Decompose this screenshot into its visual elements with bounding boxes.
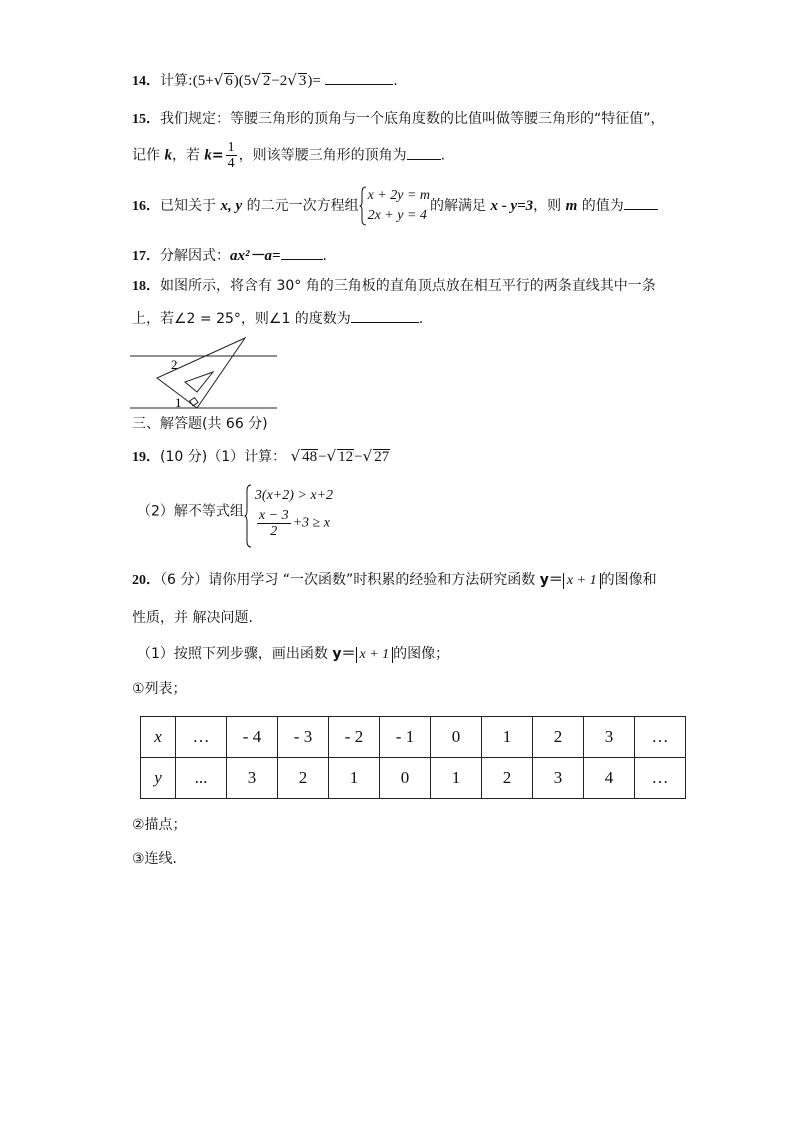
denominator: 2 <box>270 524 278 539</box>
table-cell: … <box>635 758 686 799</box>
equation-2: 2x + y = 4 <box>367 208 427 223</box>
question-text: 的图像和 <box>600 572 657 588</box>
question-15 <box>132 110 665 129</box>
question-text: ，若 <box>171 147 205 164</box>
radical-sign: √ <box>290 447 301 465</box>
question-text: 的图像； <box>393 646 450 662</box>
question-20-line3 <box>137 645 449 663</box>
period: . <box>393 73 398 89</box>
table-cell: 2 <box>278 758 329 799</box>
numerator: x − 3 <box>258 508 289 523</box>
question-text: (10 分)（1）计算： <box>160 449 287 465</box>
table-cell: 1 <box>329 758 380 799</box>
minus-sign: − <box>354 449 363 465</box>
variable-m: m <box>565 198 578 214</box>
answer-blank[interactable] <box>325 70 393 85</box>
inequality-rest: +3 ≥ x <box>292 515 330 531</box>
angle-1-label: 1 <box>175 395 182 410</box>
brace-icon <box>359 186 367 226</box>
paren-open: ( <box>192 73 198 89</box>
question-text: 如图所示，将含有 30° 角的三角板的直角顶点放在相互平行的两条直线其中一条 <box>160 278 656 294</box>
table-cell: 4 <box>584 758 635 799</box>
inequality-system <box>244 484 333 539</box>
question-text: 分解因式： <box>160 248 230 264</box>
minus-sign: − <box>318 449 327 465</box>
question-number: 15． <box>132 112 160 127</box>
right-angle-mark <box>190 398 198 406</box>
table-cell: 3 <box>584 717 635 758</box>
table-row-x <box>141 717 686 758</box>
question-text: 已知关于 <box>160 198 221 214</box>
radical-sign: √ <box>213 71 224 89</box>
answer-blank[interactable] <box>281 245 323 260</box>
answer-blank[interactable] <box>351 308 419 323</box>
value-table <box>140 716 686 799</box>
table-cell: 3 <box>227 758 278 799</box>
table-cell: 0 <box>431 717 482 758</box>
radical-sign: √ <box>287 71 297 89</box>
answer-blank[interactable] <box>407 145 441 160</box>
question-text: ，则该等腰三角形的顶角为 <box>238 147 407 164</box>
brace-icon <box>244 484 252 548</box>
table-cell: … <box>635 717 686 758</box>
question-number: 16． <box>132 199 160 214</box>
fraction <box>257 508 291 539</box>
table-header-x: x <box>141 717 176 758</box>
question-text: 的二元一次方程组 <box>242 198 359 214</box>
table-cell: - 2 <box>329 717 380 758</box>
equals-sign: = <box>211 147 224 164</box>
equals-sign: = <box>312 73 321 89</box>
question-19-part2 <box>137 484 333 539</box>
question-18 <box>132 277 656 296</box>
question-19 <box>132 447 390 467</box>
radicand: 48 <box>302 449 318 465</box>
expr-term: 5+ <box>197 73 214 89</box>
table-cell: ... <box>176 758 227 799</box>
equation-system <box>359 186 430 226</box>
radicand: 12 <box>338 449 354 465</box>
question-14 <box>132 70 398 91</box>
question-number: 14． <box>132 74 160 89</box>
question-text: ，则 <box>533 198 566 214</box>
table-cell: 2 <box>482 758 533 799</box>
variable-k: k <box>204 147 212 164</box>
step-connect-lines: ③连线. <box>132 851 178 867</box>
step-list-table: ①列表； <box>132 681 187 697</box>
radical-sign: √ <box>251 71 261 89</box>
table-cell: 1 <box>482 717 533 758</box>
variable-k: k <box>164 147 172 164</box>
function-y: y＝ <box>332 646 356 662</box>
period: . <box>322 248 327 264</box>
table-cell: - 3 <box>278 717 329 758</box>
table-cell: 2 <box>533 717 584 758</box>
radicand: 6 <box>225 73 233 89</box>
radical-sign: √ <box>326 447 337 465</box>
condition: x - y=3 <box>490 198 534 214</box>
table-cell: 0 <box>380 758 431 799</box>
inequality-2 <box>255 508 333 539</box>
question-number: 19． <box>132 450 160 465</box>
expression: ax²－a= <box>230 248 281 264</box>
fraction <box>226 140 237 171</box>
step-plot-points: ②描点； <box>132 817 187 833</box>
question-number: 20． <box>132 573 160 588</box>
paren-close: ) <box>307 73 313 89</box>
function-y: y＝ <box>539 572 563 588</box>
question-text: 上，若∠2 = 25°，则∠1 的度数为 <box>132 311 351 327</box>
table-cell: 3 <box>533 758 584 799</box>
table-cell: - 4 <box>227 717 278 758</box>
table-cell: - 1 <box>380 717 431 758</box>
question-16 <box>132 186 658 226</box>
absolute-expression: x + 1 <box>356 647 394 663</box>
question-20 <box>132 571 657 590</box>
question-18-line2 <box>132 308 423 328</box>
period: . <box>440 147 446 164</box>
equation-1: x + 2y = m <box>367 188 431 203</box>
question-text: 的解满足 <box>430 198 491 214</box>
radicand: 2 <box>262 73 271 89</box>
table-row-y <box>141 758 686 799</box>
question-20-line2: 性质，并 解决问题. <box>132 610 253 626</box>
set-square-outer <box>157 338 245 408</box>
inequality-1: 3(x+2) > x+2 <box>254 488 334 503</box>
variables: x, y <box>220 198 243 214</box>
question-15-line2 <box>132 140 445 171</box>
question-number: 18． <box>132 279 160 294</box>
question-text: 我们规定：等腰三角形的顶角与一个底角度数的比值叫做等腰三角形的“特征值”， <box>160 111 665 127</box>
set-square-inner <box>185 372 213 392</box>
question-text: 记作 <box>132 147 165 164</box>
absolute-expression: x + 1 <box>563 573 601 589</box>
table-cell: … <box>176 717 227 758</box>
question-number: 17． <box>132 249 160 264</box>
section-title: 三、解答题(共 66 分) <box>132 416 268 432</box>
numerator: 1 <box>227 140 235 155</box>
question-text: （6 分）请你用学习 “一次函数”时积累的经验和方法研究函数 <box>160 572 540 588</box>
expr-term: 5 <box>243 73 252 89</box>
question-17 <box>132 245 327 266</box>
radical-sign: √ <box>362 447 373 465</box>
triangle-figure <box>125 334 285 416</box>
question-label: 计算: <box>160 73 193 89</box>
radicand: 27 <box>374 449 390 465</box>
period: . <box>418 311 424 327</box>
radicand: 3 <box>298 73 307 89</box>
table-header-y: y <box>141 758 176 799</box>
question-text: 的值为 <box>577 198 624 214</box>
denominator: 4 <box>227 156 235 171</box>
answer-blank[interactable] <box>624 195 658 210</box>
expr-term: −2 <box>271 73 288 89</box>
table-cell: 1 <box>431 758 482 799</box>
question-text: （2）解不等式组 <box>137 503 244 520</box>
paren-close: )( <box>233 73 244 89</box>
question-text: （1）按照下列步骤，画出函数 <box>137 646 333 662</box>
angle-2-label: 2 <box>171 357 178 372</box>
